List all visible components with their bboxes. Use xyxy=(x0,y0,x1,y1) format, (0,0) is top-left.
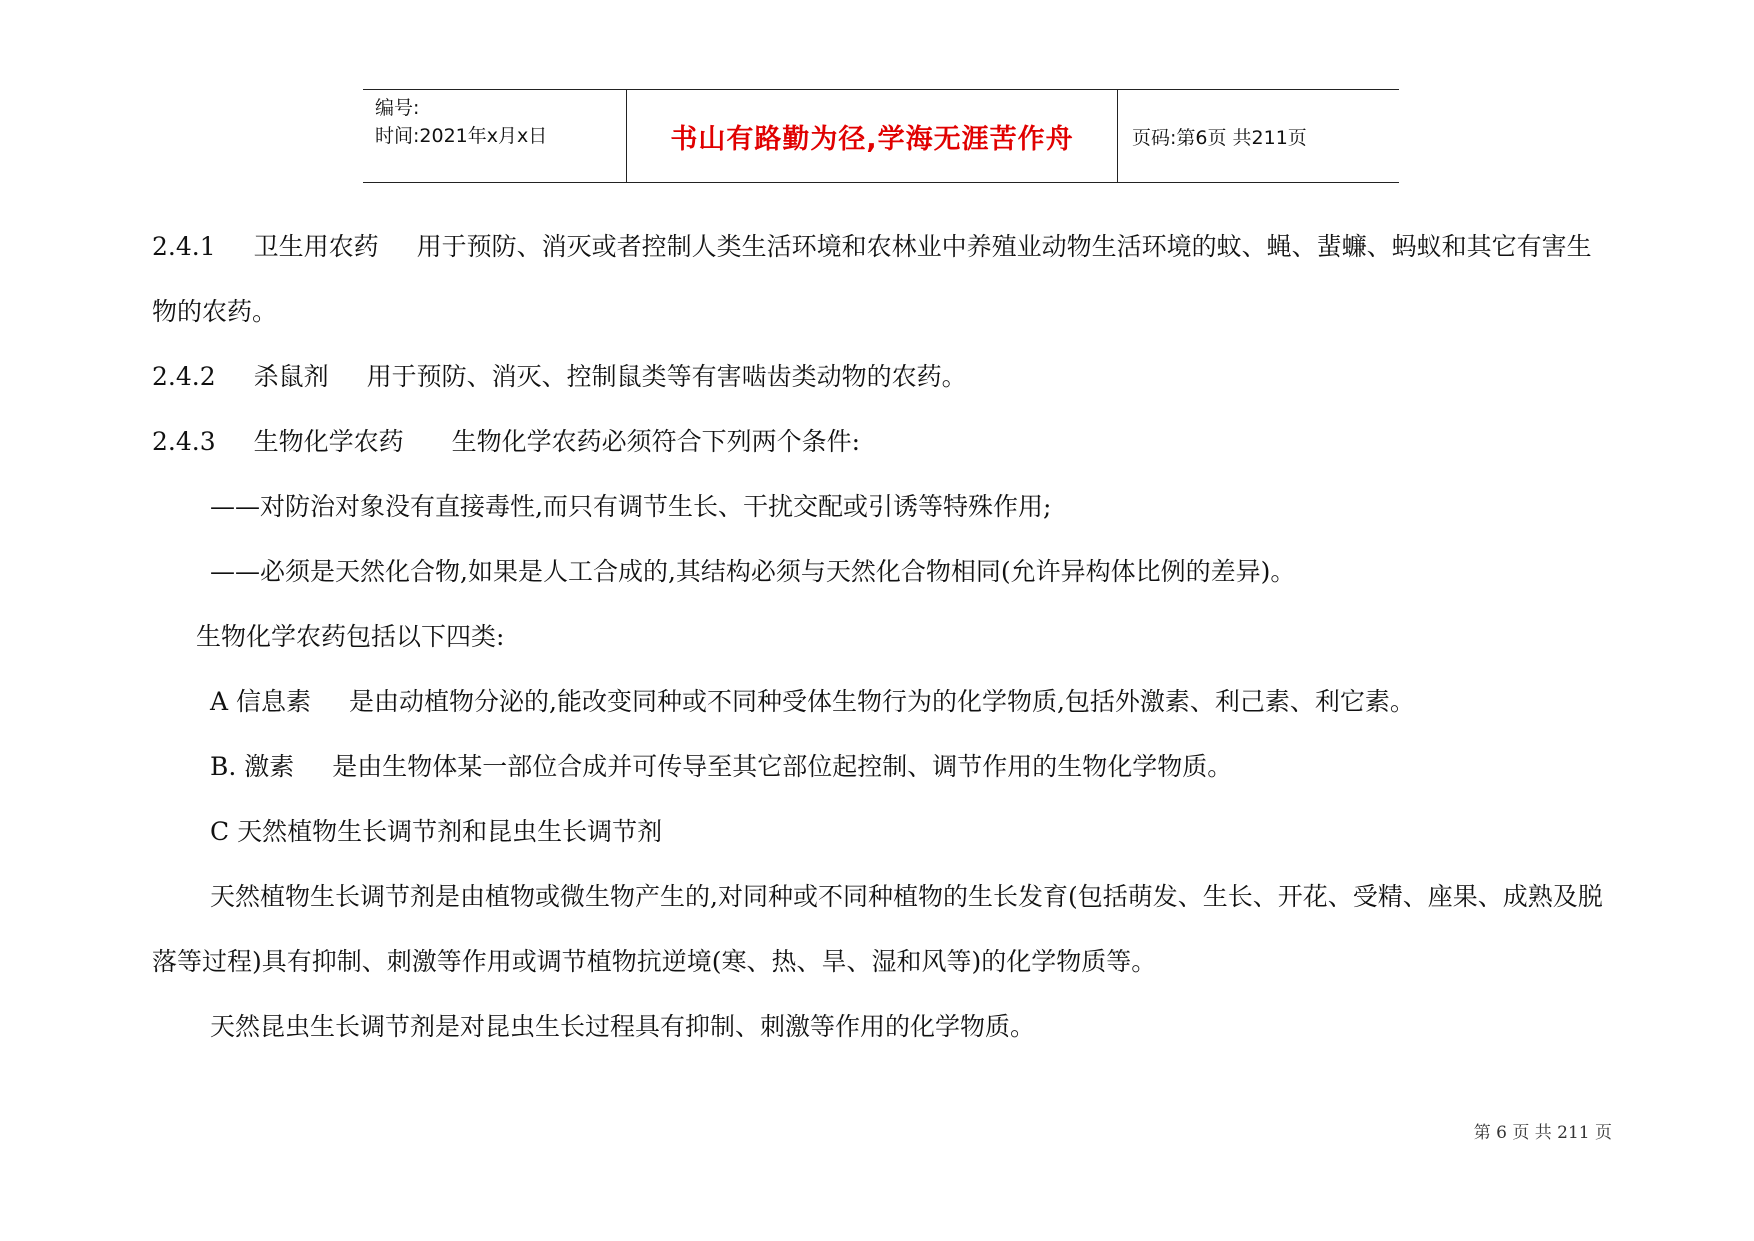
condition-1: ——对防治对象没有直接毒性,而只有调节生长、干扰交配或引诱等特殊作用; xyxy=(210,492,1052,521)
category-a xyxy=(152,669,1612,734)
document-date: 时间:2021年x月x日 xyxy=(375,125,548,147)
section-term: 卫生用农药 xyxy=(253,232,379,261)
category-text: 是由生物体某一部位合成并可传导至其它部位起控制、调节作用的生物化学物质。 xyxy=(332,752,1233,781)
category-c-text-2: 天然昆虫生长调节剂是对昆虫生长过程具有抑制、刺激等作用的化学物质。 xyxy=(210,1012,1036,1041)
paragraph-2-4-2 xyxy=(152,344,1612,409)
category-text: 是由动植物分泌的,能改变同种或不同种受体生物行为的化学物质,包括外激素、利己素、利它素。 xyxy=(349,687,1415,716)
paragraph-2-4-3 xyxy=(152,409,1612,474)
document-header xyxy=(363,89,1399,183)
section-text: 生物化学农药必须符合下列两个条件: xyxy=(451,427,861,456)
section-number: 2.4.2 xyxy=(152,362,216,391)
section-term: 生物化学农药 xyxy=(253,427,404,456)
section-text: 用于预防、消灭或者控制人类生活环境和农林业中养殖业动物生活环境的蚊、蝇、蜚蠊、蚂蚁和其它有害生物的农药。 xyxy=(152,232,1592,326)
header-meta xyxy=(363,90,627,182)
condition-2: ——必须是天然化合物,如果是人工合成的,其结构必须与天然化合物相同(允许异构体比例的差异)。 xyxy=(210,557,1296,586)
category-label: B. 激素 xyxy=(210,752,295,781)
page-footer: 第 6 页 共 211 页 xyxy=(1473,1123,1612,1143)
section-number: 2.4.1 xyxy=(152,232,216,261)
category-c-text-1: 天然植物生长调节剂是由植物或微生物产生的,对同种或不同种植物的生长发育(包括萌发、生长、开花、受精、座果、成熟及脱落等过程)具有抑制、刺激等作用或调节植物抗逆境(寒、热、旱、湿和风等)的化学物质等。 xyxy=(152,882,1603,976)
document-number-label: 编号: xyxy=(375,97,420,119)
header-page-info: 页码:第6页 共211页 xyxy=(1132,126,1307,149)
section-text: 用于预防、消灭、控制鼠类等有害啮齿类动物的农药。 xyxy=(366,362,967,391)
document-body xyxy=(152,214,1612,1059)
header-motto: 书山有路勤为径,学海无涯苦作舟 xyxy=(627,90,1118,182)
category-b xyxy=(152,734,1612,799)
section-number: 2.4.3 xyxy=(152,427,216,456)
category-label: A 信息素 xyxy=(210,687,312,716)
paragraph-2-4-1 xyxy=(152,214,1612,344)
section-term: 杀鼠剂 xyxy=(253,362,329,391)
includes-heading: 生物化学农药包括以下四类: xyxy=(196,622,505,651)
category-c-heading: C 天然植物生长调节剂和昆虫生长调节剂 xyxy=(210,817,663,846)
